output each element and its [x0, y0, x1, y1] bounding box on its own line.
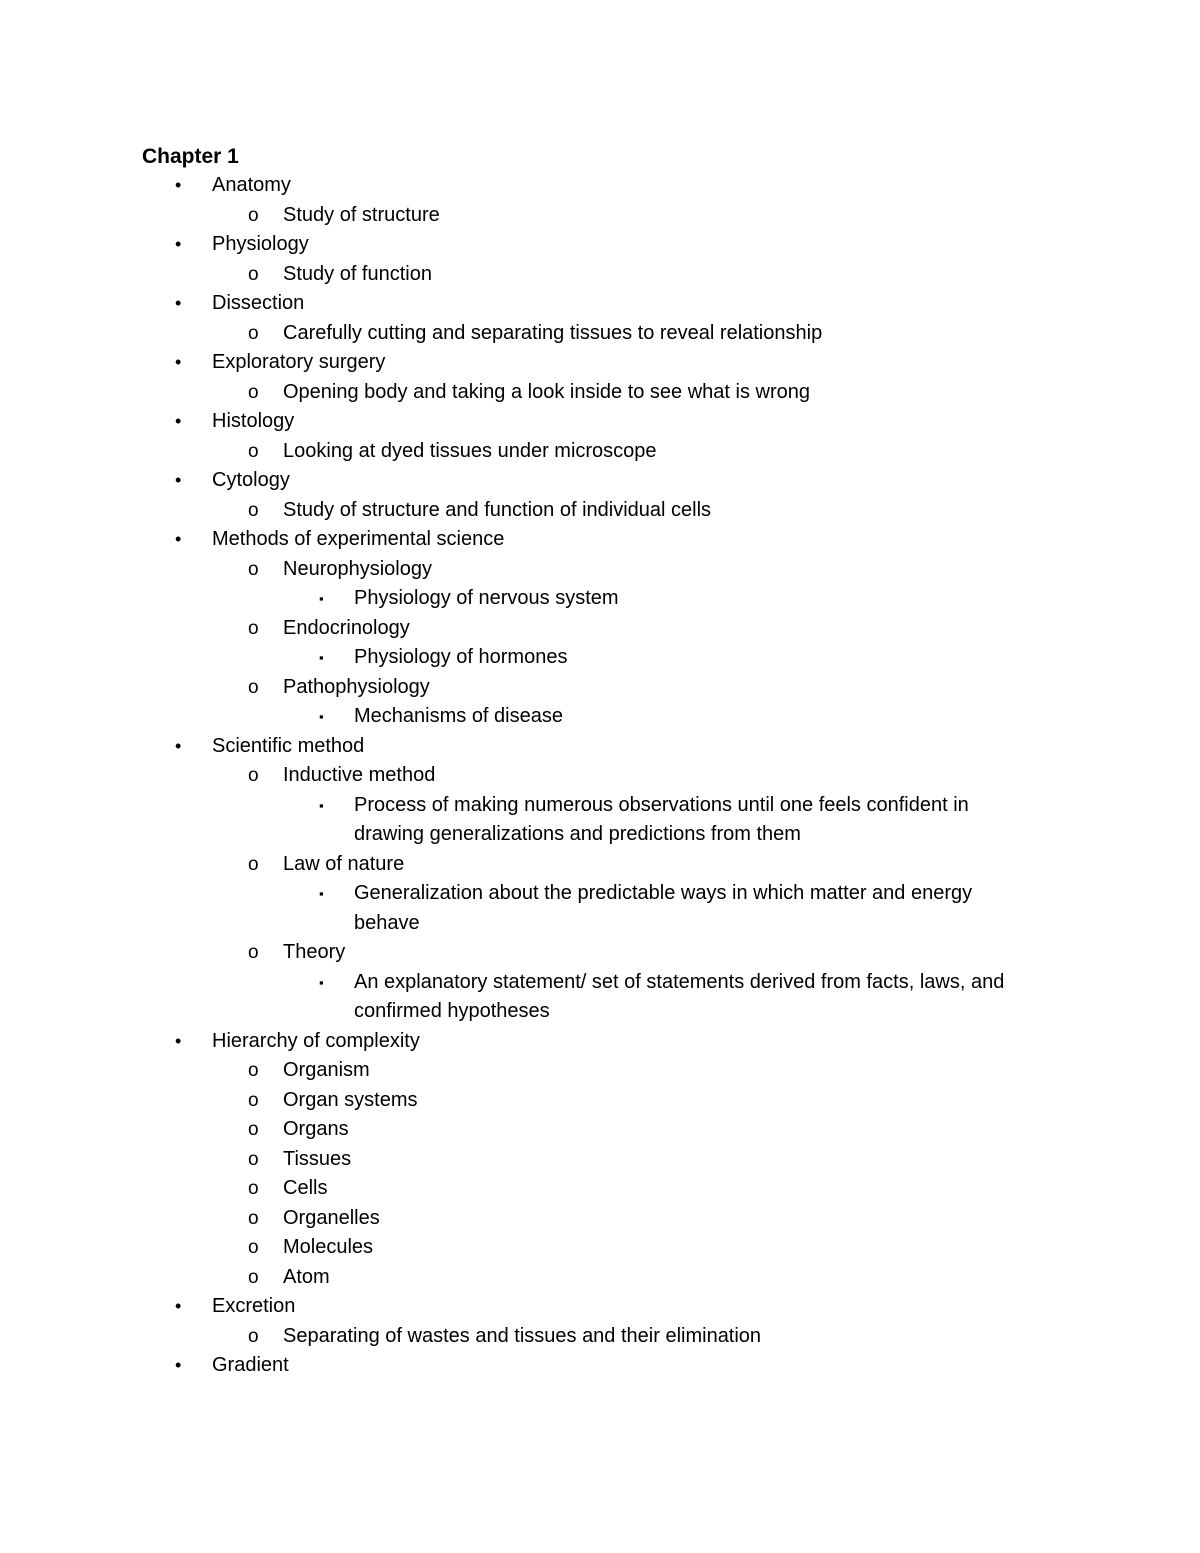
item-text: Theory: [283, 941, 346, 963]
outline-subitem: [142, 1145, 1042, 1175]
item-text: Organ systems: [283, 1088, 418, 1111]
outline-list: [142, 171, 1042, 1381]
circle-bullet-icon: o: [248, 853, 259, 875]
item-text: Atom: [283, 1265, 330, 1288]
outline-subitem: [142, 1056, 1042, 1086]
outline-subitem: [142, 496, 1042, 526]
bullet-icon: •: [175, 352, 182, 372]
outline-subsubitem: [142, 791, 1024, 850]
item-text: Organism: [283, 1059, 370, 1081]
outline-subsubitem: [142, 968, 1024, 1027]
item-text: Mechanisms of disease: [354, 705, 563, 727]
item-text: Excretion: [212, 1295, 296, 1317]
circle-bullet-icon: o: [248, 1089, 259, 1111]
item-text: Physiology: [212, 233, 309, 255]
square-bullet-icon: ▪: [319, 709, 324, 724]
bullet-icon: •: [175, 411, 182, 431]
outline-item: [142, 289, 1042, 319]
outline-item: [142, 348, 1042, 378]
item-text: Anatomy: [212, 174, 291, 196]
item-text: Exploratory surgery: [212, 351, 386, 373]
outline-subitem: [142, 673, 1042, 703]
square-bullet-icon: ▪: [319, 591, 324, 606]
outline-subsubitem: [142, 879, 1024, 938]
item-text: Looking at dyed tissues under microscope: [283, 439, 657, 462]
outline-subitem: [142, 1263, 1042, 1293]
outline-item: [142, 525, 1042, 555]
outline-item: [142, 732, 1042, 762]
item-text: Molecules: [283, 1236, 374, 1258]
outline-subitem: [142, 850, 1042, 880]
circle-bullet-icon: o: [248, 1119, 259, 1140]
bullet-icon: •: [175, 175, 182, 195]
circle-bullet-icon: o: [248, 1060, 259, 1081]
outline-subitem: [142, 319, 1042, 349]
circle-bullet-icon: o: [248, 381, 259, 403]
item-text: Methods of experimental science: [212, 528, 505, 550]
square-bullet-icon: ▪: [319, 797, 324, 813]
chapter-title: Chapter 1: [142, 145, 239, 168]
outline-subsubitem: [142, 584, 1024, 614]
circle-bullet-icon: o: [248, 204, 259, 226]
circle-bullet-icon: o: [248, 1148, 259, 1170]
square-bullet-icon: ▪: [319, 886, 324, 901]
outline-subitem: [142, 1115, 1042, 1145]
item-text: Separating of wastes and tissues and their elimination: [283, 1324, 762, 1347]
circle-bullet-icon: o: [248, 1325, 259, 1347]
circle-bullet-icon: o: [248, 676, 259, 698]
outline-item: [142, 1027, 1042, 1057]
item-text: Neurophysiology: [283, 557, 432, 580]
circle-bullet-icon: o: [248, 765, 259, 786]
circle-bullet-icon: o: [248, 558, 259, 580]
item-text: Process of making numerous observations until one feels confident in drawing generalizations and predictions from them: [354, 793, 969, 845]
circle-bullet-icon: o: [248, 1237, 259, 1258]
outline-subitem: [142, 260, 1042, 290]
bullet-icon: •: [175, 470, 182, 490]
outline-item: [142, 466, 1042, 496]
item-text: Hierarchy of complexity: [212, 1029, 420, 1052]
item-text: Tissues: [283, 1147, 352, 1170]
item-text: Endocrinology: [283, 616, 410, 639]
outline-item: [142, 1292, 1042, 1322]
item-text: Dissection: [212, 292, 305, 314]
item-text: Scientific method: [212, 734, 365, 757]
outline-subsubitem: [142, 643, 1024, 673]
item-text: Carefully cutting and separating tissues to reveal relationship: [283, 321, 823, 344]
item-text: Study of structure: [283, 203, 440, 226]
outline-subitem: [142, 555, 1042, 585]
outline-subitem: [142, 614, 1042, 644]
bullet-icon: •: [175, 1030, 182, 1051]
item-text: Opening body and taking a look inside to see what is wrong: [283, 380, 811, 403]
document-content: [142, 142, 1042, 1381]
bullet-icon: •: [175, 234, 182, 254]
bullet-icon: •: [175, 293, 182, 313]
item-text: Physiology of nervous system: [354, 587, 619, 609]
item-text: Physiology of hormones: [354, 646, 568, 668]
bullet-icon: •: [175, 1296, 182, 1316]
item-text: Organs: [283, 1118, 349, 1140]
outline-subitem: [142, 437, 1042, 467]
square-bullet-icon: ▪: [319, 974, 324, 990]
item-text: Study of structure and function of individual cells: [283, 498, 712, 521]
bullet-icon: •: [175, 1355, 182, 1375]
square-bullet-icon: ▪: [319, 650, 324, 665]
outline-subitem: [142, 201, 1042, 231]
bullet-icon: •: [175, 529, 182, 549]
item-text: An explanatory statement/ set of statements derived from facts, laws, and confirmed hypotheses: [354, 970, 1005, 1022]
item-text: Histology: [212, 410, 295, 432]
outline-subsubitem: [142, 702, 1024, 732]
item-text: Inductive method: [283, 764, 436, 786]
item-text: Pathophysiology: [283, 675, 430, 698]
circle-bullet-icon: o: [248, 499, 259, 521]
item-text: Cells: [283, 1177, 328, 1199]
circle-bullet-icon: o: [248, 942, 259, 963]
circle-bullet-icon: o: [248, 1266, 259, 1288]
outline-subitem: [142, 1233, 1042, 1263]
bullet-icon: •: [175, 735, 182, 756]
outline-subitem: [142, 1322, 1042, 1352]
outline-item: [142, 1351, 1042, 1381]
circle-bullet-icon: o: [248, 1207, 259, 1229]
item-text: Organelles: [283, 1206, 380, 1229]
circle-bullet-icon: o: [248, 1178, 259, 1199]
circle-bullet-icon: o: [248, 263, 259, 285]
item-text: Cytology: [212, 469, 290, 491]
outline-subitem: [142, 1204, 1042, 1234]
item-text: Generalization about the predictable ways in which matter and energy behave: [354, 882, 973, 934]
item-text: Gradient: [212, 1354, 289, 1376]
outline-item: [142, 230, 1042, 260]
outline-item: [142, 407, 1042, 437]
item-text: Law of nature: [283, 852, 405, 875]
circle-bullet-icon: o: [248, 617, 259, 639]
outline-item: [142, 171, 1042, 201]
item-text: Study of function: [283, 262, 432, 285]
outline-subitem: [142, 938, 1042, 968]
outline-subitem: [142, 378, 1042, 408]
circle-bullet-icon: o: [248, 440, 259, 462]
outline-subitem: [142, 761, 1042, 791]
circle-bullet-icon: o: [248, 322, 259, 344]
outline-subitem: [142, 1086, 1042, 1116]
outline-subitem: [142, 1174, 1042, 1204]
